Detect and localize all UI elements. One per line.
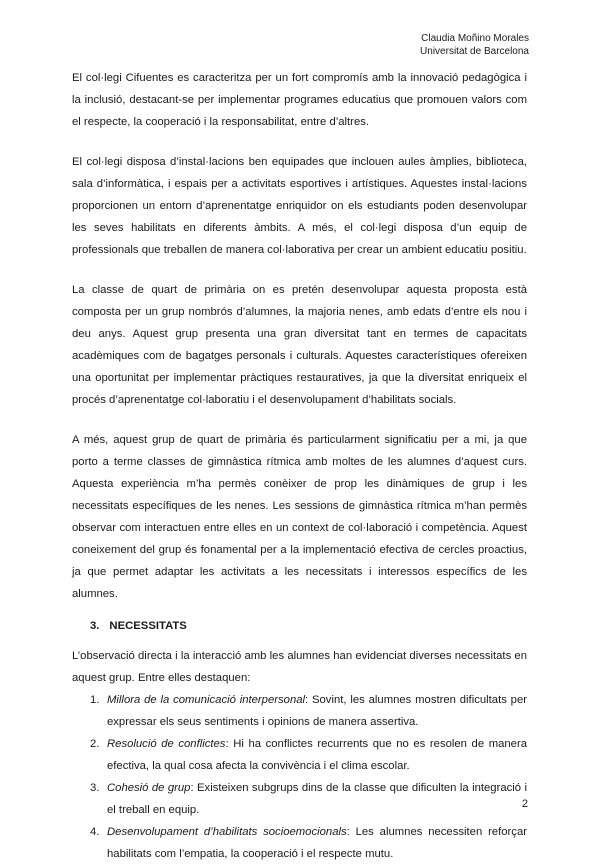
header-institution: Universitat de Barcelona xyxy=(420,46,529,57)
paragraph: El col·legi Cifuentes es caracteritza per un fort compromís amb la innovació pedagògica i la inclusió, destacant-se per implementar programes educatius que promouen valors com el respecte, la cooperació i la responsabilitat, entre d’altres. xyxy=(72,72,527,128)
section-title: NECESSITATS xyxy=(109,620,187,632)
list-item xyxy=(72,777,527,821)
page-header xyxy=(420,32,529,58)
list-item xyxy=(72,733,527,777)
header-author: Claudia Moñino Morales xyxy=(421,33,529,44)
list-text: : Sovint, les alumnes mostren dificultats per expressar els seus sentiments i opinions de manera assertiva. xyxy=(107,694,528,728)
paragraph: La classe de quart de primària on es pretén desenvolupar aquesta proposta està composta per un grup nombrós d’alumnes, la majoria nenes, amb edats d’entre els nou i deu anys. Aquest grup presenta una gran diversitat tant en termes de capacitats acadèmiques com de bagatges personals i culturals. Aquestes característiques ofereixen una oportunitat per implementar pràctiques restauratives, ja que la diversitat enriqueix el procés d’aprenentatge col·laboratiu i el desenvolupament d’habilitats socials. xyxy=(72,284,527,406)
list-text: : Hi ha conflictes recurrents que no es resolen de manera efectiva, la qual cosa afecta la convivència i el clima escolar. xyxy=(107,738,528,772)
list-text: : Les alumnes necessiten reforçar habilitats com l’empatia, la cooperació i el respecte mutu. xyxy=(107,826,527,860)
list-number: 3. xyxy=(90,782,100,794)
page-number: 2 xyxy=(521,798,528,810)
section-number: 3. xyxy=(90,620,100,632)
list-number: 4. xyxy=(90,826,100,838)
list-term: Desenvolupament d’habilitats socioemocionals xyxy=(107,826,347,838)
list-number: 2. xyxy=(90,738,100,750)
list-item xyxy=(72,821,527,865)
paragraph: A més, aquest grup de quart de primària és particularment significatiu per a mi, ja que porto a terme classes de gimnàstica rítmica amb moltes de les alumnes d’aquest curs. Aquesta experiència m’ha permès conèixer de prop les dinàmiques de grup i les necessitats específiques de les nenes. Les sessions de gimnàstica rítmica m’han permès observar com interactuen entre elles en un context de col·laboració i competència. Aquest coneixement del grup és fonamental per a la implementació efectiva de cercles proactius, ja que permet adaptar les activitats a les necessitats i interessos específics de les alumnes. xyxy=(72,434,527,600)
list-term: Resolució de conflictes xyxy=(107,738,226,750)
list-term: Cohesió de grup xyxy=(107,782,191,794)
list-item xyxy=(72,689,527,733)
list-text: : Existeixen subgrups dins de la classe que dificulten la integració i el treball en equip. xyxy=(107,782,527,816)
paragraph: El col·legi disposa d’instal·lacions ben equipades que inclouen aules àmplies, biblioteca, sala d’informàtica, i espais per a activitats esportives i artístiques. Aquestes instal·lacions proporcionen un entorn d’aprenentatge enriquidor on els estudiants poden desenvolupar les seves habilitats en diferents àmbits. A més, el col·legi disposa d’un equip de professionals que treballen de manera col·laborativa per crear un ambient educatiu positiu. xyxy=(72,156,527,256)
needs-list xyxy=(72,689,527,865)
list-number: 1. xyxy=(90,694,100,706)
section-heading xyxy=(90,615,527,637)
list-term: Millora de la comunicació interpersonal xyxy=(107,694,306,706)
section-intro: L’observació directa i la interacció amb les alumnes han evidenciat diverses necessitats en aquest grup. Entre elles destaquen: xyxy=(72,650,527,684)
document-body xyxy=(72,67,527,865)
